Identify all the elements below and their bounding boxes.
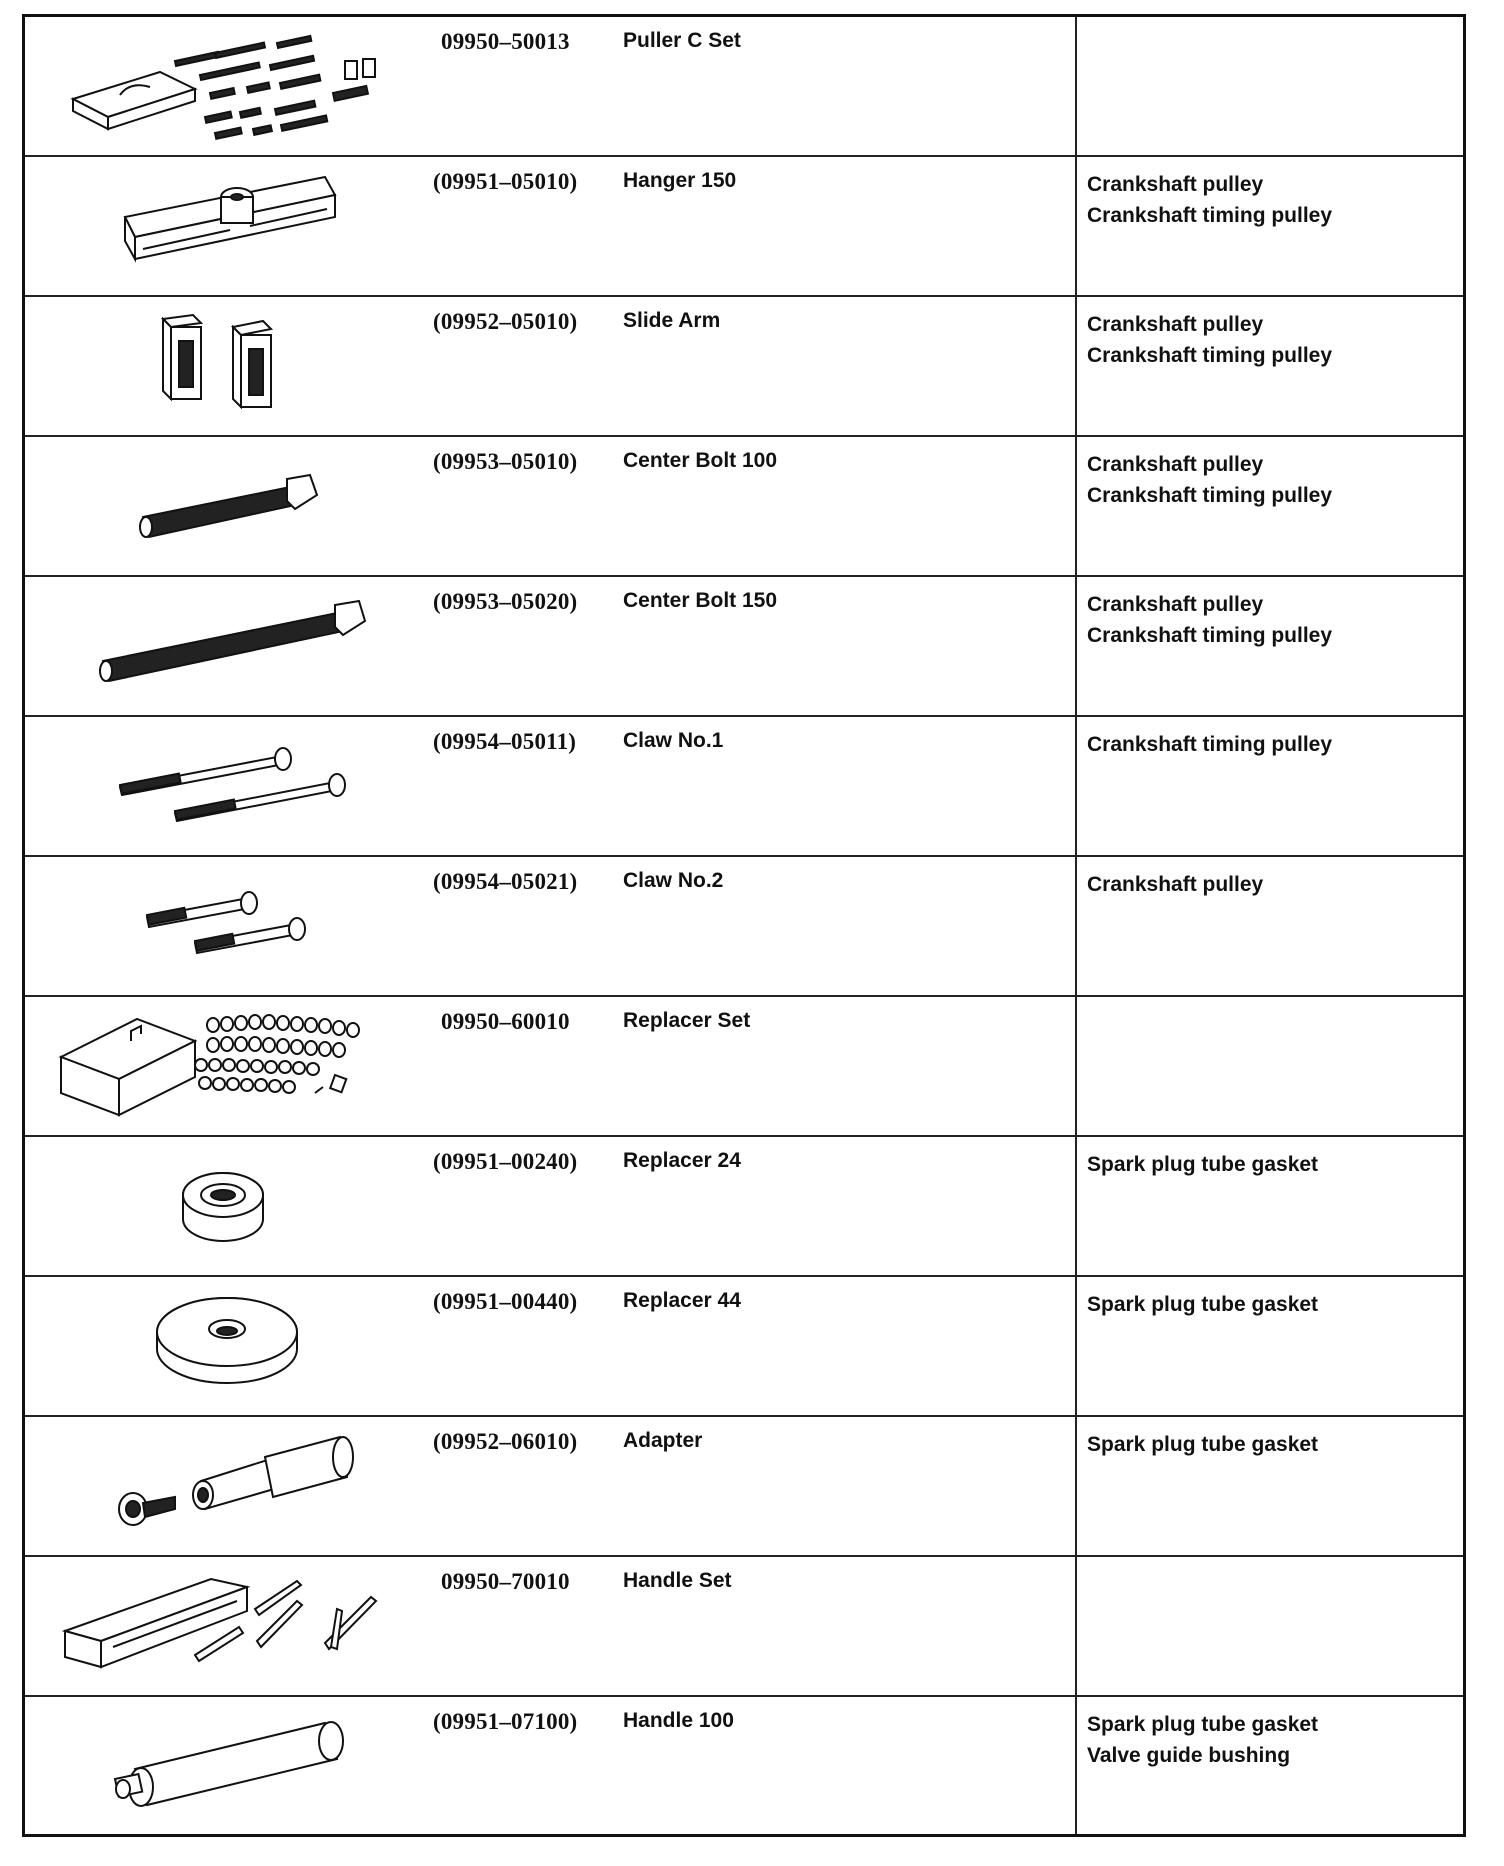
part-number: (09951–05010) (433, 168, 578, 194)
part-number-cell (433, 1416, 615, 1556)
puller-set-case-illustration (25, 17, 433, 153)
tool-name-cell (615, 1556, 1076, 1696)
slide-arm-illustration (25, 297, 433, 433)
tool-name-cell (615, 296, 1076, 436)
tool-name: Handle 100 (623, 1708, 734, 1732)
table-row (24, 1276, 1465, 1416)
usage-cell (1076, 1276, 1465, 1416)
claw-no1-illustration (25, 717, 433, 853)
adapter-illustration (25, 1417, 433, 1553)
part-number: (09954–05021) (433, 868, 578, 894)
usage-item: Crankshaft timing pulley (1087, 343, 1333, 367)
tool-name: Adapter (623, 1428, 703, 1452)
usage-list (1077, 717, 1463, 760)
tool-name-cell (615, 436, 1076, 576)
tool-name-cell (615, 856, 1076, 996)
usage-list (1077, 1557, 1463, 1569)
usage-item: Spark plug tube gasket (1087, 1292, 1319, 1316)
usage-cell (1076, 576, 1465, 716)
tool-illustration-cell (24, 1696, 434, 1836)
part-number: (09951–00240) (433, 1148, 578, 1174)
tool-name-cell (615, 1136, 1076, 1276)
table-row (24, 156, 1465, 296)
usage-list (1077, 157, 1463, 231)
replacer-set-case-illustration (25, 997, 433, 1133)
table-row (24, 856, 1465, 996)
part-number-cell (433, 156, 615, 296)
usage-cell (1076, 1696, 1465, 1836)
hanger-illustration (25, 157, 433, 293)
part-number-cell (433, 1696, 615, 1836)
tool-name: Replacer 44 (623, 1288, 741, 1312)
table-row (24, 296, 1465, 436)
tool-name: Hanger 150 (623, 168, 737, 192)
tool-illustration-cell (24, 996, 434, 1136)
part-number-cell (433, 1136, 615, 1276)
table-row (24, 576, 1465, 716)
tool-illustration-cell (24, 1276, 434, 1416)
tool-name-cell (615, 996, 1076, 1136)
tool-illustration-cell (24, 716, 434, 856)
usage-item: Spark plug tube gasket (1087, 1152, 1319, 1176)
tool-illustration-cell (24, 16, 434, 156)
usage-item: Crankshaft pulley (1087, 452, 1264, 476)
usage-item: Crankshaft timing pulley (1087, 732, 1333, 756)
usage-cell (1076, 436, 1465, 576)
usage-item: Crankshaft pulley (1087, 592, 1264, 616)
table-row (24, 436, 1465, 576)
part-number-cell (433, 996, 615, 1136)
part-number-cell (433, 1276, 615, 1416)
handle-set-case-illustration (25, 1557, 433, 1693)
tool-name-cell (615, 716, 1076, 856)
usage-list (1077, 997, 1463, 1009)
usage-cell (1076, 1416, 1465, 1556)
tool-name: Claw No.1 (623, 728, 724, 752)
usage-list (1077, 437, 1463, 511)
tool-name-cell (615, 156, 1076, 296)
usage-list (1077, 1277, 1463, 1320)
part-number: 09950–50013 (441, 29, 570, 54)
usage-item: Crankshaft pulley (1087, 872, 1264, 896)
usage-cell (1076, 716, 1465, 856)
table-row (24, 1136, 1465, 1276)
usage-item: Crankshaft timing pulley (1087, 623, 1333, 647)
tool-illustration-cell (24, 296, 434, 436)
usage-cell (1076, 996, 1465, 1136)
usage-list (1077, 857, 1463, 900)
tool-illustration-cell (24, 1416, 434, 1556)
part-number-cell (433, 436, 615, 576)
table-row (24, 16, 1465, 156)
usage-list (1077, 1697, 1463, 1771)
tool-name: Handle Set (623, 1568, 732, 1592)
table-row (24, 1416, 1465, 1556)
part-number: 09950–60010 (441, 1008, 570, 1034)
part-number: (09953–05010) (433, 448, 578, 474)
replacer-44-illustration (25, 1277, 433, 1413)
tool-name: Puller C Set (623, 29, 741, 52)
part-number: (09953–05020) (433, 588, 578, 614)
usage-cell (1076, 856, 1465, 996)
part-number-cell (433, 1556, 615, 1696)
tool-name: Claw No.2 (623, 868, 724, 892)
table-row (24, 1696, 1465, 1836)
tool-name: Center Bolt 100 (623, 448, 778, 472)
usage-cell (1076, 1136, 1465, 1276)
usage-cell (1076, 16, 1465, 156)
usage-cell (1076, 1556, 1465, 1696)
special-tools-table (22, 14, 1466, 1837)
usage-list (1077, 577, 1463, 651)
usage-item: Spark plug tube gasket (1087, 1432, 1319, 1456)
part-number-cell (433, 16, 615, 156)
tool-name: Center Bolt 150 (623, 588, 778, 612)
center-bolt-100-illustration (25, 437, 433, 573)
tool-illustration-cell (24, 576, 434, 716)
part-number: (09951–07100) (433, 1708, 578, 1734)
part-number: (09954–05011) (433, 728, 577, 754)
table-row (24, 716, 1465, 856)
usage-item: Crankshaft pulley (1087, 172, 1264, 196)
part-number: 09950–70010 (441, 1568, 570, 1594)
tool-illustration-cell (24, 1556, 434, 1696)
part-number-cell (433, 296, 615, 436)
tool-illustration-cell (24, 436, 434, 576)
tool-name-cell (615, 16, 1076, 156)
usage-item: Crankshaft timing pulley (1087, 483, 1333, 507)
table-row (24, 996, 1465, 1136)
usage-list (1077, 1137, 1463, 1180)
tool-illustration-cell (24, 1136, 434, 1276)
part-number: (09952–05010) (433, 308, 578, 334)
usage-list (1077, 297, 1463, 371)
replacer-24-illustration (25, 1137, 433, 1273)
table-row (24, 1556, 1465, 1696)
tool-name-cell (615, 1696, 1076, 1836)
usage-item: Valve guide bushing (1087, 1743, 1291, 1767)
tool-name-cell (615, 1416, 1076, 1556)
tool-name-cell (615, 1276, 1076, 1416)
tool-illustration-cell (24, 856, 434, 996)
tool-name-cell (615, 576, 1076, 716)
part-number-cell (433, 856, 615, 996)
tool-name: Replacer Set (623, 1008, 751, 1032)
handle-100-illustration (25, 1697, 433, 1833)
part-number: (09952–06010) (433, 1428, 578, 1454)
usage-list (1077, 17, 1463, 29)
tool-illustration-cell (24, 156, 434, 296)
tool-name: Replacer 24 (623, 1148, 741, 1172)
center-bolt-150-illustration (25, 577, 433, 713)
usage-item: Spark plug tube gasket (1087, 1712, 1319, 1736)
usage-item: Crankshaft timing pulley (1087, 203, 1333, 227)
part-number-cell (433, 576, 615, 716)
claw-no2-illustration (25, 857, 433, 993)
usage-cell (1076, 156, 1465, 296)
part-number-cell (433, 716, 615, 856)
usage-item: Crankshaft pulley (1087, 312, 1264, 336)
usage-list (1077, 1417, 1463, 1460)
usage-cell (1076, 296, 1465, 436)
tool-name: Slide Arm (623, 308, 721, 332)
part-number: (09951–00440) (433, 1288, 578, 1314)
